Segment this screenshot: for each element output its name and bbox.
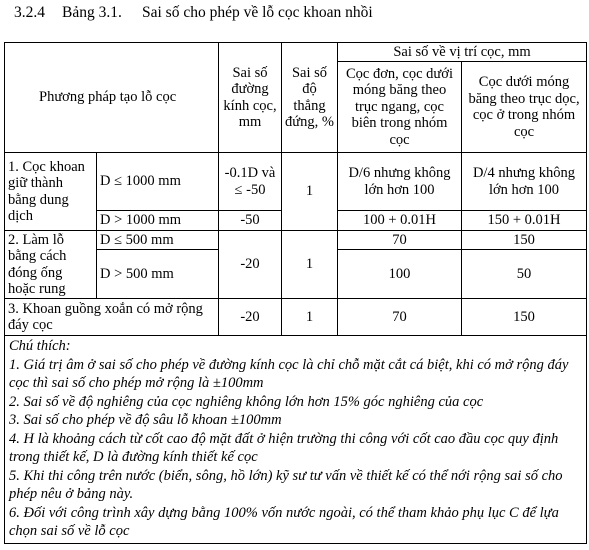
row3-diameter: -20	[219, 299, 282, 336]
note-4: 4. H là khoảng cách từ cốt cao độ mặt đất ở hiện trường thi công với cốt cao đầu cọc quy định trong thiết kế, D là đường kính thiết kế cọc	[9, 430, 559, 465]
row1-method: 1. Cọc khoan giữ thành bằng dung dịch	[5, 153, 97, 231]
row1-diameter-a: -0.1D và ≤ -50	[219, 153, 282, 211]
tolerance-table	[4, 42, 587, 544]
note-3: 3. Sai số cho phép về độ sâu lỗ khoan ±100mm	[9, 412, 282, 428]
notes-heading: Chú thích:	[9, 338, 71, 354]
note-2: 2. Sai số về độ nghiêng của cọc nghiêng không lớn hơn 15% góc nghiêng của cọc	[9, 393, 484, 410]
row3-position-single: 70	[338, 299, 462, 336]
header-position: Sai số về vị trí cọc, mm	[338, 43, 587, 62]
row1-position-single-b: 100 + 0.01H	[338, 211, 462, 231]
row1-position-single-a: D/6 nhưng không lớn hơn 100	[338, 153, 462, 211]
row2-condition-a: D ≤ 500 mm	[97, 231, 219, 250]
row2-condition-b: D > 500 mm	[97, 250, 219, 299]
row3-method: 3. Khoan guồng xoắn có mở rộng đáy cọc	[5, 299, 219, 336]
section-number: 3.2.4	[14, 4, 45, 21]
notes-section	[5, 336, 587, 544]
note-5: 5. Khi thi công trên nước (biển, sông, hồ lớn) kỹ sư tư vấn về thiết kế có thể nới rộng sai số cho phép nêu ở bảng này.	[9, 467, 563, 502]
note-6: 6. Đối với công trình xây dựng bằng 100% vốn nước ngoài, có thể tham khảo phụ lục C để lựa chọn sai số về lỗ cọc	[9, 504, 559, 539]
row3-position-strip: 150	[462, 299, 587, 336]
header-position-single: Cọc đơn, cọc dưới móng băng theo trục ngang, cọc biên trong nhóm cọc	[338, 62, 462, 153]
note-1: 1. Giá trị âm ở sai số cho phép về đường kính cọc là chỉ chỗ mặt cắt cá biệt, khi có mở rộng đáy cọc thì sai số cho phép mở rộng là ±100mm	[9, 356, 569, 391]
row1-condition-a: D ≤ 1000 mm	[97, 153, 219, 211]
row2-vertical: 1	[282, 231, 338, 299]
header-position-strip: Cọc dưới móng băng theo trục dọc, cọc ở trong nhóm cọc	[462, 62, 587, 153]
row1-condition-b: D > 1000 mm	[97, 211, 219, 231]
table-caption: Sai số cho phép về lỗ cọc khoan nhồi	[142, 4, 373, 21]
row2-position-single-a: 70	[338, 231, 462, 250]
header-vertical: Sai số độ thẳng đứng, %	[282, 43, 338, 153]
row2-position-strip-a: 150	[462, 231, 587, 250]
row2-diameter: -20	[219, 231, 282, 299]
row1-vertical: 1	[282, 153, 338, 231]
row2-position-single-b: 100	[338, 250, 462, 299]
row2-method: 2. Làm lỗ bằng cách đóng ống hoặc rung	[5, 231, 97, 299]
row1-position-strip-a: D/4 nhưng không lớn hơn 100	[462, 153, 587, 211]
row2-position-strip-b: 50	[462, 250, 587, 299]
table-number: Bảng 3.1.	[62, 4, 122, 21]
table-title	[14, 4, 373, 22]
row1-diameter-b: -50	[219, 211, 282, 231]
header-diameter: Sai số đường kính cọc, mm	[219, 43, 282, 153]
row3-vertical: 1	[282, 299, 338, 336]
header-method: Phương pháp tạo lỗ cọc	[5, 43, 219, 153]
row1-position-strip-b: 150 + 0.01H	[462, 211, 587, 231]
